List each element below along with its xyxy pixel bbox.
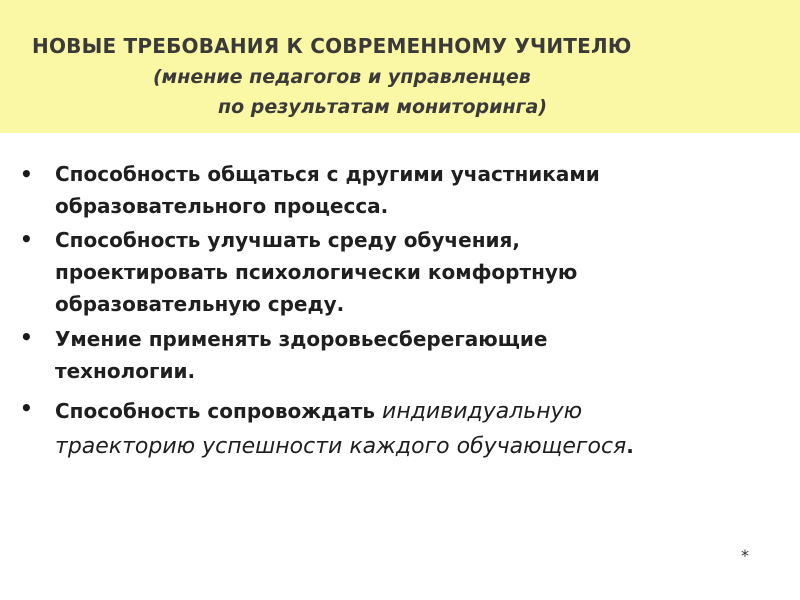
list-item-text: Способность сопровождать [55, 399, 383, 423]
list-item-line: технологии. [55, 359, 196, 383]
list-item-italic-text: траекторию успешности каждого обучающегося [55, 434, 627, 459]
list-item-line: Способность улучшать среду обучения, [55, 228, 520, 252]
list-item-line: проектировать психологически комфортную [55, 260, 578, 284]
list-item-line: образовательную среду. [55, 292, 345, 316]
footer-mark: * [741, 546, 749, 565]
list-item-line: Умение применять здоровьесберегающие [55, 327, 548, 351]
list-item-text: . [626, 434, 634, 458]
list-item [55, 224, 755, 320]
list-item [55, 323, 755, 387]
list-item-line [55, 394, 755, 429]
page-subtitle-line-2: по результатам мониторинга) [218, 96, 548, 118]
bullet-marker: • [20, 162, 33, 186]
list-item [55, 158, 755, 222]
list-item-line: Способность общаться с другими участниками [55, 162, 600, 186]
bullet-marker: • [20, 325, 33, 349]
list-item-line [55, 429, 755, 464]
page-title: НОВЫЕ ТРЕБОВАНИЯ К СОВРЕМЕННОМУ УЧИТЕЛЮ [32, 34, 632, 58]
page-subtitle-line-1: (мнение педагогов и управленцев [153, 66, 531, 88]
list-item [55, 394, 755, 464]
list-item-line: образовательного процесса. [55, 194, 389, 218]
bullet-marker: • [20, 396, 33, 420]
list-item-italic-text: индивидуальную [382, 399, 583, 424]
bullet-marker: • [20, 227, 33, 251]
